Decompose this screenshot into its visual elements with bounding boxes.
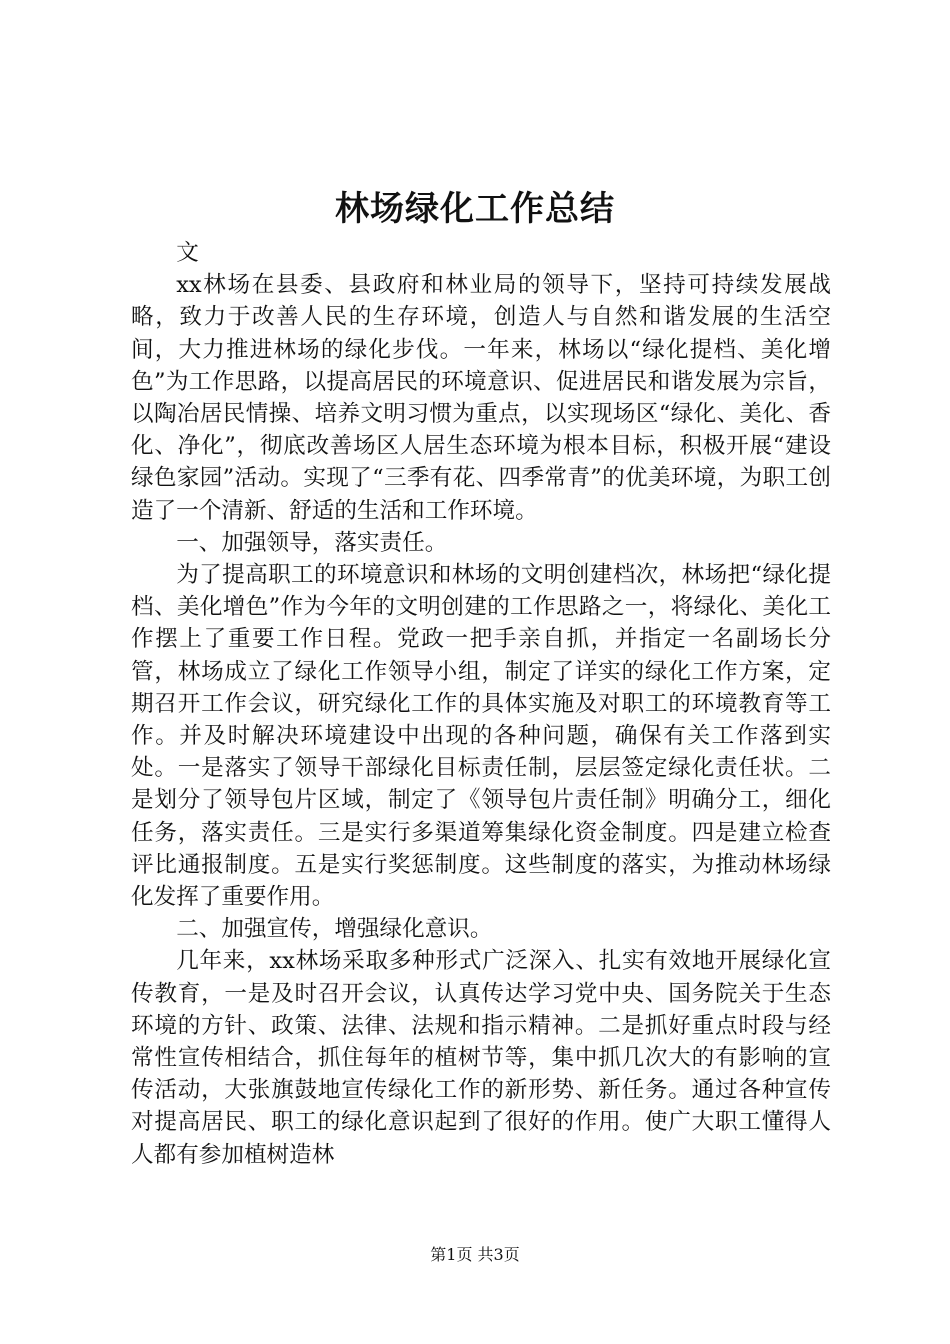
section-heading-2: 二、加强宣传，增强绿化意识。 — [176, 916, 493, 943]
intro-paragraph: xx林场在县委、县政府和林业局的领导下，坚持可持续发展战略，致力于改善人民的生存环境，创造人与自然和谐发展的生活空间，大力推进林场的绿化步伐。一年来，林场以“绿化提档、美化增色”为工作思路，以提高居民的环境意识、促进居民和谐发展为宗旨，以陶冶居民情操、培养文明习惯为重点，以实现场区“绿化、美化、香化、净化”，彻底改善场区人居生态环境为根本目标，积极开展“建设绿色家园”活动。实现了“三季有花、四季常青”的优美环境，为职工创造了一个清新、舒适的生活和工作环境。 — [131, 272, 831, 524]
section-heading-1: 一、加强领导，落实责任。 — [176, 529, 448, 556]
document-title: 林场绿化工作总结 — [335, 189, 615, 229]
document-body — [131, 237, 831, 1171]
page-footer: 第1页 共3页 — [430, 1245, 520, 1264]
author-line: 文 — [176, 240, 199, 266]
section-1-paragraph: 为了提高职工的环境意识和林场的文明创建档次，林场把“绿化提档、美化增色”作为今年的文明创建的工作思路之一，将绿化、美化工作摆上了重要工作日程。党政一把手亲自抓，并指定一名副场长分管，林场成立了绿化工作领导小组，制定了详实的绿化工作方案，定期召开工作会议，研究绿化工作的具体实施及对职工的环境教育等工作。并及时解决环境建设中出现的各种问题，确保有关工作落到实处。一是落实了领导干部绿化目标责任制，层层签定绿化责任状。二是划分了领导包片区域，制定了《领导包片责任制》明确分工，细化任务，落实责任。三是实行多渠道筹集绿化资金制度。四是建立检查评比通报制度。五是实行奖惩制度。这些制度的落实，为推动林场绿化发挥了重要作用。 — [131, 562, 831, 911]
section-2-paragraph: 几年来，xx林场采取多种形式广泛深入、扎实有效地开展绿化宣传教育，一是及时召开会议，认真传达学习党中央、国务院关于生态环境的方针、政策、法律、法规和指示精神。二是抓好重点时段与经常性宣传相结合，抓住每年的植树节等，集中抓几次大的有影响的宣传活动，大张旗鼓地宣传绿化工作的新形势、新任务。通过各种宣传对提高居民、职工的绿化意识起到了很好的作用。使广大职工懂得人人都有参加植树造林 — [131, 948, 831, 1168]
